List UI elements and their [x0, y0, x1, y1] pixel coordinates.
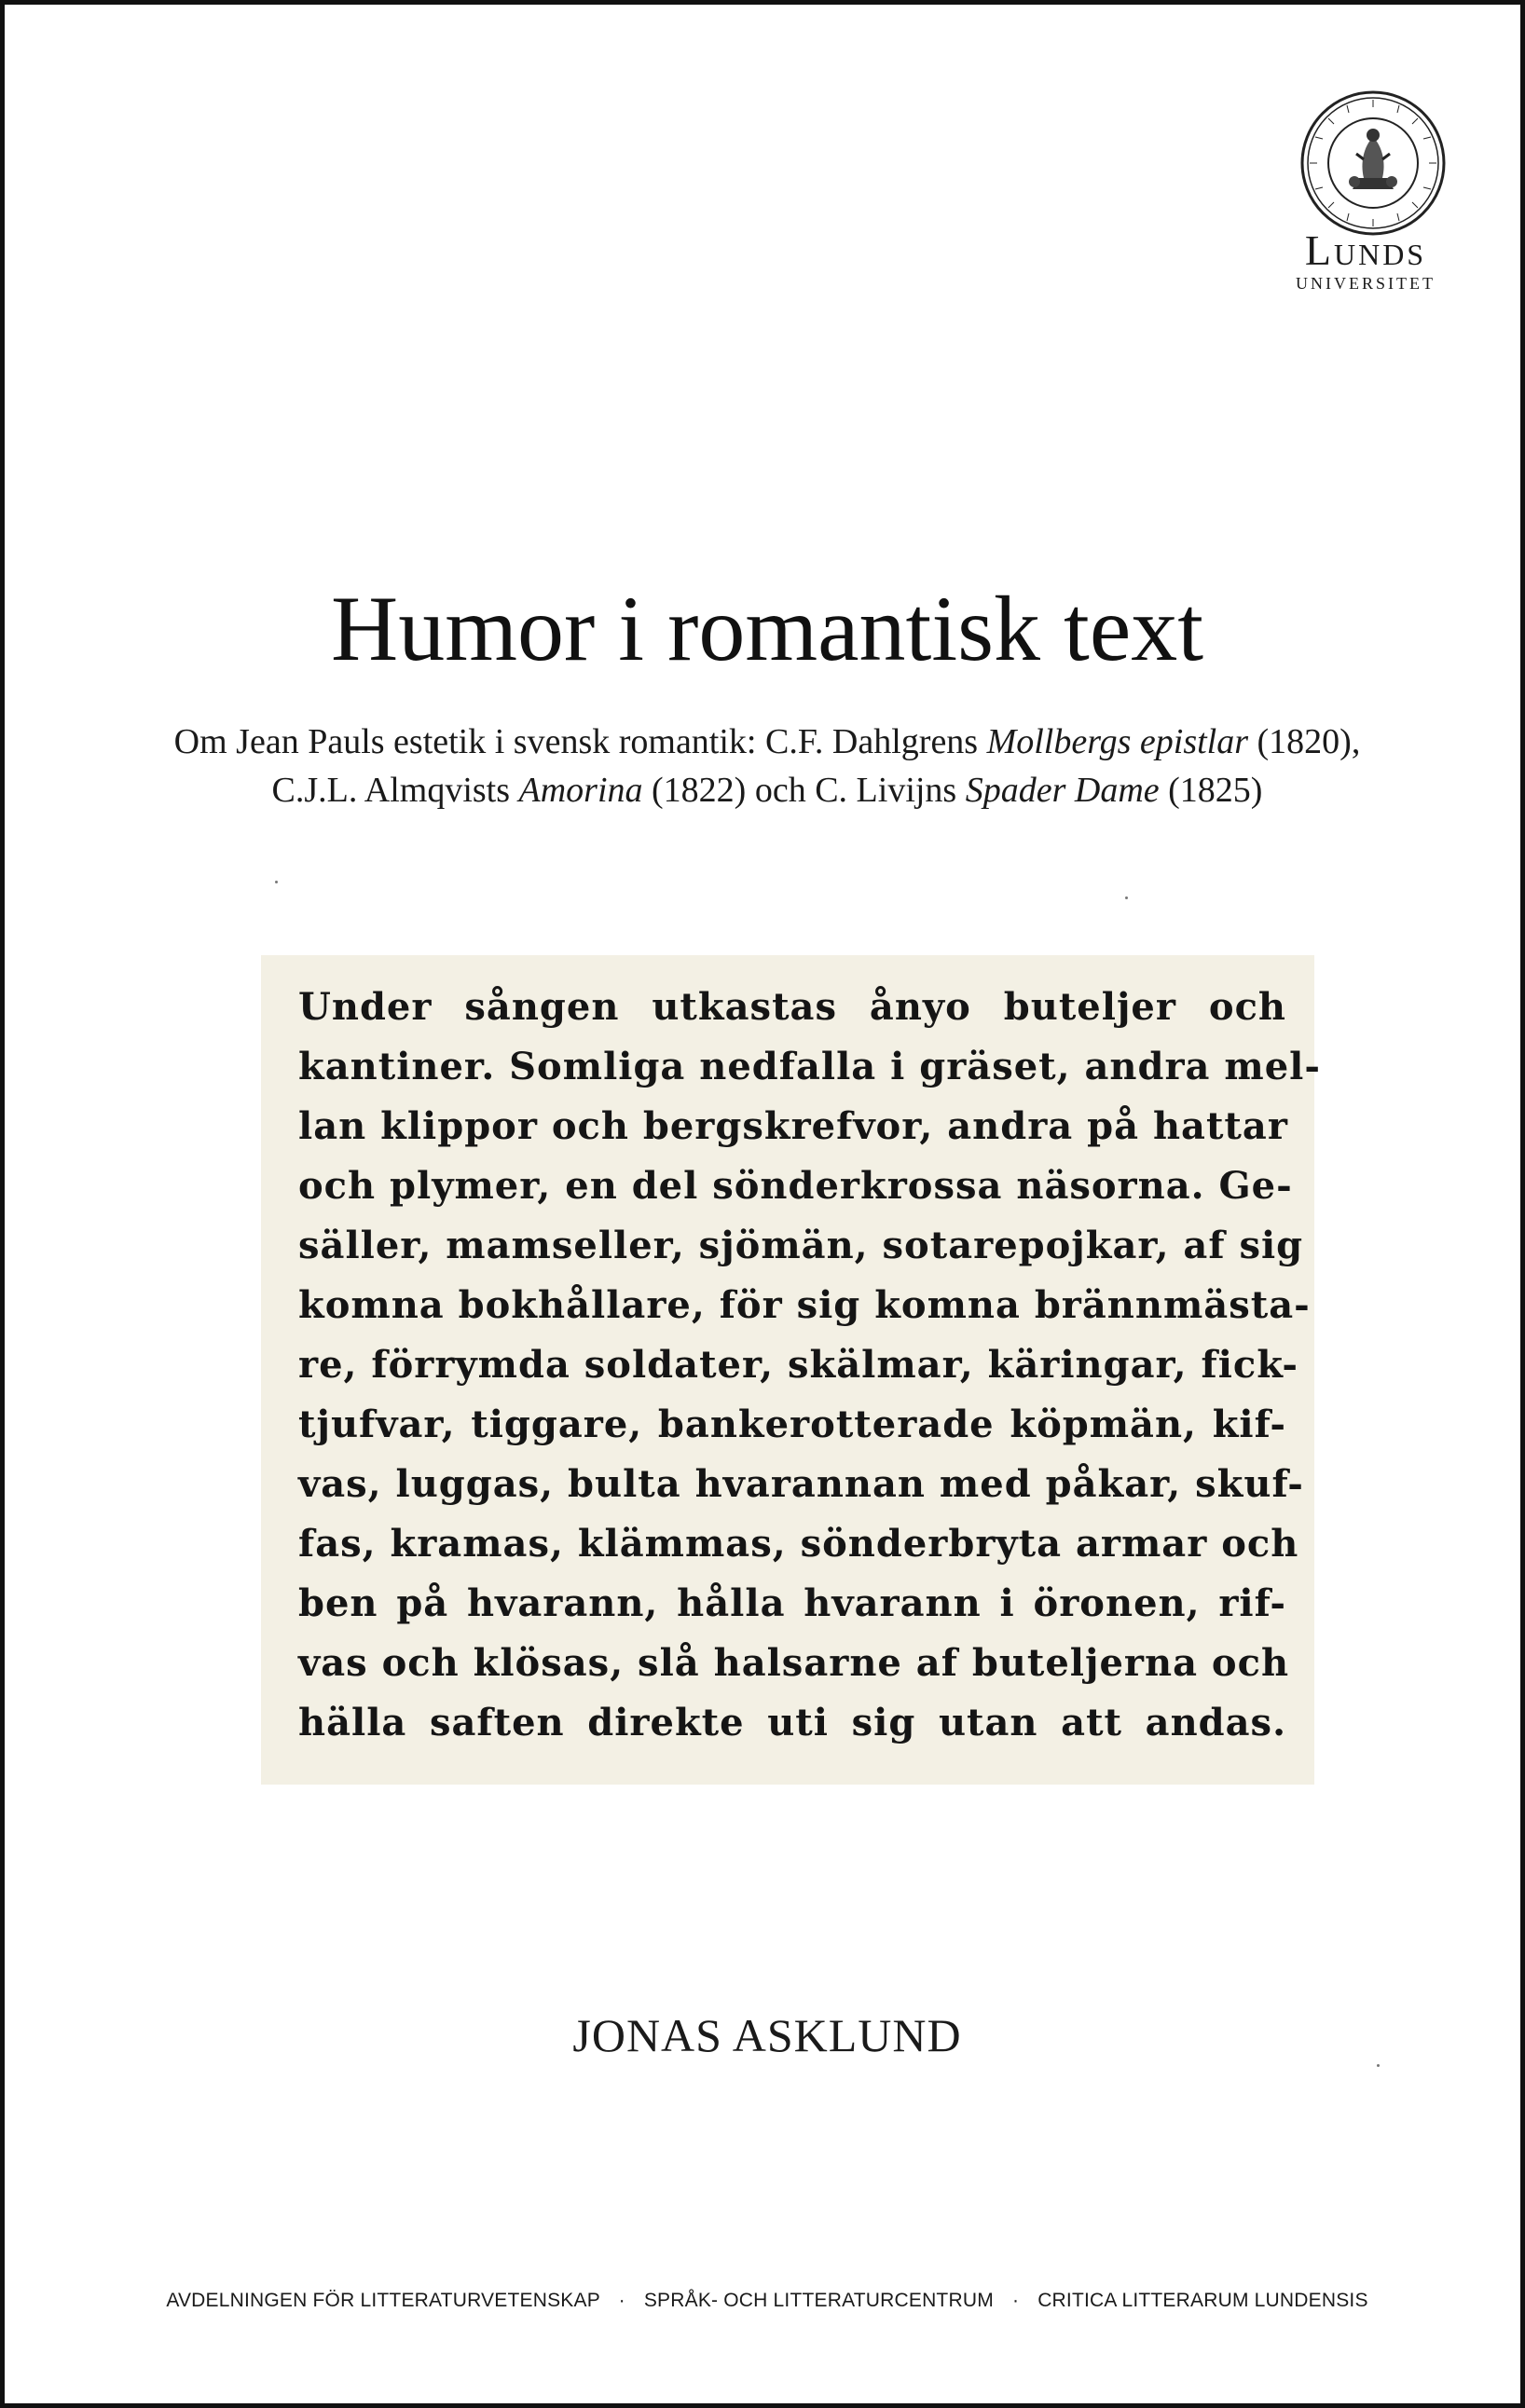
excerpt-line: re, förrymda soldater, skälmar, käringar, fick-: [298, 1343, 1298, 1387]
text-excerpt-image: [261, 955, 1321, 1785]
excerpt-line: vas, luggas, bulta hvarannan med påkar, skuf-: [298, 1462, 1304, 1506]
subtitle-text: (1820),: [1248, 722, 1361, 761]
excerpt-line: och plymer, en del sönderkrossa näsorna. Ge-: [298, 1164, 1293, 1208]
book-subtitle: [98, 718, 1436, 814]
footer-separator: ·: [618, 2290, 625, 2311]
subtitle-line-2: [98, 766, 1436, 814]
excerpt-line: säller, mamseller, sjömän, sotarepojkar, af sig: [298, 1224, 1304, 1267]
excerpt-line: kantiner. Somliga nedfalla i gräset, andra mel-: [298, 1045, 1321, 1088]
footer-series-line: [5, 2290, 1525, 2312]
excerpt-line: fas, kramas, klämmas, sönderbryta armar och: [298, 1522, 1299, 1566]
excerpt-line: vas och klösas, slå halsarne af buteljerna och: [298, 1641, 1290, 1685]
subtitle-text: Om Jean Pauls estetik i svensk romantik: C.F. Dahlgrens: [173, 722, 987, 761]
author-name: JONAS ASKLUND: [572, 2009, 962, 2061]
excerpt-line: lan klippor och bergskrefvor, andra på hattar: [298, 1104, 1288, 1148]
speck: [1125, 896, 1128, 899]
subtitle-work-title: Mollbergs epistlar: [986, 722, 1249, 761]
subtitle-line-1: [98, 718, 1436, 766]
publisher-name-line2: UNIVERSITET: [1296, 274, 1436, 293]
footer-centre: SPRÅK- OCH LITTERATURCENTRUM: [643, 2290, 994, 2311]
subtitle-work-title: Amorina: [518, 771, 643, 810]
speck: [275, 881, 278, 883]
subtitle-text: (1825): [1159, 771, 1263, 810]
publisher-name-line1: Lunds: [1304, 226, 1427, 274]
excerpt-line: hälla saften direkte uti sig utan att andas.: [298, 1701, 1286, 1744]
book-title: Humor i romantisk text: [331, 577, 1203, 680]
speck: [1377, 2064, 1380, 2067]
excerpt-line: ben på hvarann, hålla hvarann i öronen, rif-: [298, 1581, 1286, 1625]
subtitle-work-title: Spader Dame: [965, 771, 1160, 810]
subtitle-text: C.J.L. Almqvists: [271, 771, 519, 810]
university-seal-icon: [1298, 89, 1448, 238]
subtitle-text: (1822) och C. Livijns: [642, 771, 966, 810]
excerpt-line: Under sången utkastas ånyo buteljer och: [298, 985, 1286, 1029]
excerpt-line: tjufvar, tiggare, bankerotterade köpmän, kif-: [298, 1402, 1286, 1446]
footer-separator: ·: [1011, 2290, 1020, 2311]
footer-department: AVDELNINGEN FÖR LITTERATURVETENSKAP: [166, 2290, 600, 2311]
publisher-name: [1254, 228, 1477, 294]
footer-series: CRITICA LITTERARUM LUNDENSIS: [1037, 2290, 1368, 2311]
excerpt-line: komna bokhållare, för sig komna brännmästa-: [298, 1283, 1311, 1327]
